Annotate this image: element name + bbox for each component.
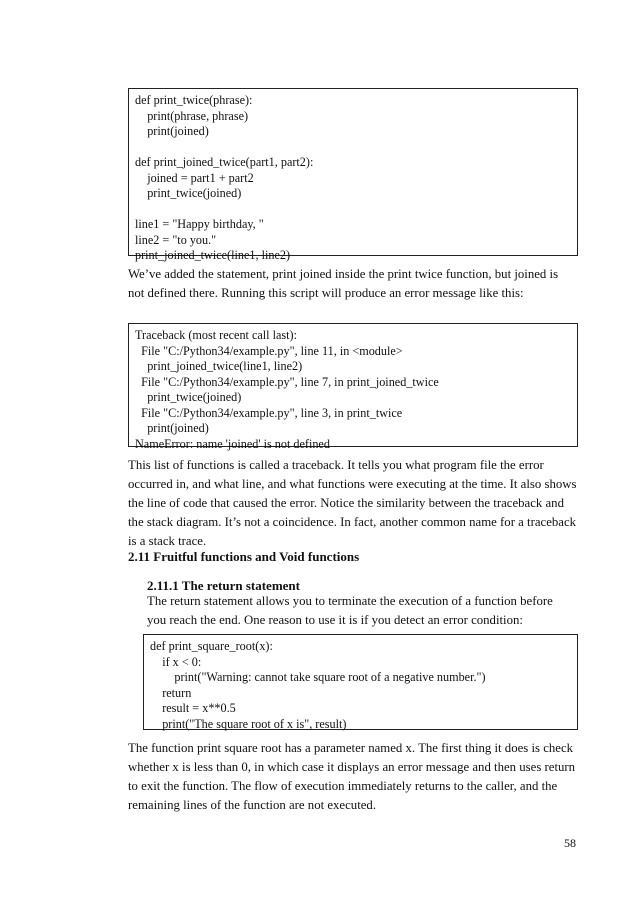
- code-line: result = x**0.5: [150, 701, 236, 715]
- code-line: print_twice(joined): [135, 390, 242, 404]
- code-line: print(joined): [135, 421, 209, 435]
- section-heading: 2.11 Fruitful functions and Void functions: [128, 549, 360, 564]
- code-line: if x < 0:: [150, 654, 202, 669]
- code-block-traceback: [128, 323, 578, 451]
- code-line: print_twice(joined): [135, 186, 242, 200]
- code-line: NameError: name 'joined' is not defined: [135, 436, 330, 451]
- code-line: def print_twice(phrase):: [135, 93, 253, 107]
- paragraph-return-statement: [147, 592, 553, 630]
- code-line: print_joined_twice(line1, line2): [135, 248, 291, 262]
- paragraph-square-root-explanation: [128, 739, 575, 815]
- code-line: File "C:/Python34/example.py", line 7, in print_joined_twice: [135, 374, 439, 389]
- code-line: print("The square root of x is", result): [150, 716, 347, 731]
- text-line: you reach the end. One reason to use it is if you detect an error condition:: [147, 613, 523, 627]
- code-line: [135, 202, 571, 218]
- text-line: This list of functions is called a traceback. It tells you what program file the error: [128, 458, 544, 472]
- text-line: is a stack trace.: [128, 534, 207, 548]
- text-line: remaining lines of the function are not executed.: [128, 798, 377, 812]
- code-line: print(phrase, phrase): [135, 108, 249, 123]
- text-line: We’ve added the statement, print joined inside the print twice function, but joined is: [128, 267, 559, 281]
- code-line: return: [150, 685, 192, 700]
- code-line: File "C:/Python34/example.py", line 3, in print_twice: [135, 405, 403, 420]
- text-line: occurred in, and what line, and what functions were executing at the time. It also shows: [128, 477, 577, 491]
- code-line: joined = part1 + part2: [135, 170, 254, 185]
- code-line: print(joined): [135, 124, 209, 138]
- page-number: 58: [564, 836, 576, 850]
- text-line: not defined there. Running this script will produce an error message like this:: [128, 286, 524, 300]
- code-block-square-root: [143, 634, 578, 730]
- code-line: line2 = "to you.": [135, 232, 217, 247]
- text-line: The return statement allows you to terminate the execution of a function before: [147, 594, 553, 608]
- text-line: The function print square root has a parameter named x. The first thing it does is check: [128, 741, 574, 755]
- text-line: the stack diagram. It’s not a coincidence. In fact, another common name for a traceback: [128, 515, 577, 529]
- code-block-print-twice: [128, 88, 578, 262]
- subsection-heading: 2.11.1 The return statement: [147, 578, 300, 593]
- code-line: def print_joined_twice(part1, part2):: [135, 155, 314, 169]
- code-line: File "C:/Python34/example.py", line 11, in <module>: [135, 343, 403, 358]
- code-line: [135, 140, 571, 156]
- text-line: whether x is less than 0, in which case it displays an error message and then uses return: [128, 760, 576, 774]
- text-line: to exit the function. The flow of execution immediately returns to the caller, and the: [128, 779, 558, 793]
- code-line: line1 = "Happy birthday, ": [135, 217, 264, 231]
- paragraph-traceback-explanation: [128, 456, 576, 551]
- code-line: print("Warning: cannot take square root of a negative number."): [150, 670, 486, 684]
- code-line: def print_square_root(x):: [150, 639, 273, 653]
- paragraph-joined-not-defined: [128, 265, 558, 303]
- code-line: Traceback (most recent call last):: [135, 328, 297, 342]
- text-line: the line of code that caused the error. Notice the similarity between the traceback and: [128, 496, 564, 510]
- code-line: print_joined_twice(line1, line2): [135, 359, 303, 373]
